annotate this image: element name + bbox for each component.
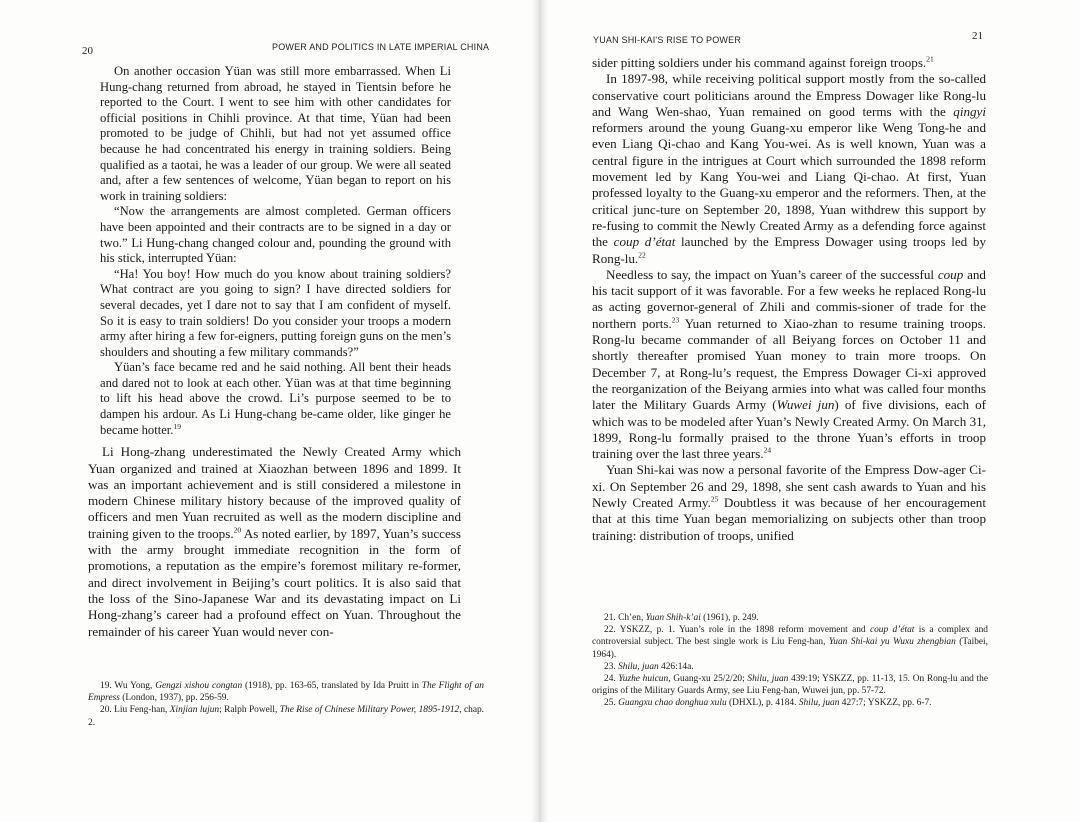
footnote-22: 22. YSKZZ, p. 1. Yuan’s role in the 1898 reform movement and coup d’état is a complex and controversial subject. The best single work is Liu Feng-han, Yuan Shi-kai yu Wuxu zhengbian (Taibei, 1964). (592, 625, 988, 660)
note-ref-25: 25 (710, 494, 719, 504)
footnote-19: 19. Wu Yong, Gengzi xishou congtan (1918), pp. 163-65, translated by Ida Pruitt in The Flight of an Empress (London, 1937), pp. 256-59. (88, 681, 484, 704)
note-ref-20: 20 (233, 525, 242, 535)
page-number-right: 21 (972, 30, 983, 42)
body-paragraph-continued: sider pitting soldiers under his command against foreign troops.$^{21}$ (592, 54, 934, 70)
right-footnotes (592, 612, 988, 710)
body-paragraph-needless: Needless to say, the impact on Yuan’s career of the successful coup and his tacit support of it was favorable. For a few weeks he replaced Rong-lu as acting governor-general of Zhili and commis-sioner of trade for the northern ports.$^{23}$ Yuan returned to Xiao-zhan to resume training troops. Rong-lu became commander of all Beiyang forces on October 11 and shortly thereafter promised Yuan money to train more troops. On December 7, at Rong-lu’s request, the Empress Dowager Ci-xi approved the reorganization of the Beiyang armies into what was called four months later the Military Guards Army (Wuwei jun) of five divisions, each of which was to be modeled after Yuan’s Newly Created Army. On March 31, 1899, Rong-lu formally praised to the throne Yuan’s efforts in troop training over the last three years.$^{24}$ (592, 266, 986, 462)
body-paragraph-favorite: Yuan Shi-kai was now a personal favorite of the Empress Dow-ager Ci-xi. On September 26 and 29, 1898, she sent cash awards to Yuan and his Newly Created Army.$^{25}$ Doubtless it was because of her encouragement that at this time Yuan began memorializing on subjects other than troop training: distribution of troops, unified (592, 462, 986, 543)
body-paragraph-5: Li Hong-zhang underestimated the Newly Created Army which Yuan organized and trained at Xiaozhan between 1896 and 1899. It was an important achievement and is still considered a milestone in modern Chinese military history because of the improved quality of officers and men Yuan recruited as well as the modern discipline and training given to the troops.$^{20}$ As noted earlier, by 1897, Yuan’s success with the army brought immediate recognition in the form of promotions, a reputation as the empire’s foremost military re-former, and direct involvement in Beijing’s court politics. It is also said that the loss of the Sino-Japanese War and its devastating impact on Li Hong-zhang’s career had a profound effect on Yuan. Throughout the remainder of his career Yuan would never con- (88, 444, 461, 639)
term-wuwei-jun: Wuwei jun (776, 397, 835, 413)
right-page (540, 0, 1080, 822)
body-paragraph-1897: In 1897-98, while receiving political support mostly from the so-called conservative court politicians around the Empress Dowager like Rong-lu and Wang Wen-shao, Yuan remained on good terms with the qingyi reformers around the young Guang-xu emperor like Weng Tong-he and even Liang Qi-chao and Kang You-wei. As is well known, Yuan was a central figure in the intrigues at Court which surrounded the 1898 reform movement led by Kang You-wei and Liang Qi-chao. At first, Yuan professed loyalty to the Guang-xu emperor and the reformers. Then, at the critical junc-ture on September 20, 1898, Yuan withdrew this support by re-fusing to commit the Newly Created Army as a defending force against the coup d’état launched by the Empress Dowager using troops led by Rong-lu.$^{22}$ (592, 71, 986, 266)
footnote-21: 21. Ch’en, Yuan Shih-k’ai (1961), p. 249. (604, 613, 759, 623)
term-qingyi: qingyi (953, 103, 986, 119)
term-coup-detat: coup d’état (613, 234, 676, 250)
footnote-20: 20. Liu Feng-han, Xinjian lujun; Ralph Powell, The Rise of Chinese Military Power, 1895-1912, chap. 2. (88, 705, 485, 728)
note-ref-23: 23 (671, 315, 680, 325)
running-head-left: POWER AND POLITICS IN LATE IMPERIAL CHINA (272, 42, 490, 52)
left-body (88, 64, 461, 640)
quote-paragraph-4: Yüan’s face became red and he said nothing. All bent their heads and dared not to look at each other. Yüan was at that time beginning to lift his head above the crowd. Li’s purpose seemed to be to dampen his ardour. As Li Hung-chang be-came older, like ginger he became hotter.$^{19}$ (100, 360, 451, 437)
footnote-24: 24. Yuzhe huicun, Guang-xu 25/2/20; Shilu, juan 439:19; YSKZZ, pp. 11-13, 15. On Rong-lu and the origins of the Military Guards Army, see Liu Feng-han, Wuwei jun, pp. 57-72. (592, 674, 988, 697)
page-number-left: 20 (82, 45, 93, 57)
right-body (592, 55, 986, 544)
quote-paragraph-1: On another occasion Yüan was still more embarrassed. When Li Hung-chang returned from abroad, he stayed in Tientsin before he reported to the Court. I went to see him with other candidates for official positions in Chihli province. At that time, Yüan had been promoted to be judge of Chihli, but had not yet assumed office because he had concentrated his energy in training soldiers. Being qualified as a taotai, he was a leader of our group. We were all seated and, after a few sentences of welcome, Yüan began to report on his work in training soldiers: (100, 64, 451, 203)
footnote-23: 23. Shilu, juan 426:14a. (604, 661, 694, 672)
term-coup: coup (937, 266, 964, 282)
running-head-right: YUAN SHI-KAI'S RISE TO POWER (593, 35, 742, 45)
note-ref-21: 21 (926, 54, 934, 64)
footnote-25: 25. Guangxu chao donghua xulu (DHXL), p. 4184. Shilu, juan 427:7; YSKZZ, pp. 6-7. (604, 698, 932, 709)
note-ref-22: 22 (638, 250, 646, 260)
note-ref-19: 19 (173, 421, 181, 431)
quote-paragraph-2: “Now the arrangements are almost completed. German officers have been appointed and their contracts are to be signed in a day or two.” Li Hung-chang changed colour and, pounding the ground with his stick, interrupted Yüan: (100, 204, 451, 266)
note-ref-24: 24 (763, 445, 772, 455)
quote-paragraph-3: “Ha! You boy! How much do you know about training soldiers? What contract are you going to sign? I have directed soldiers for several decades, yet I dare not to say that I am confident of myself. So it is easy to train soldiers! Do you consider your troops a modern army after hiring a few for-eigners, putting foreign guns on the men’s shoulders and shouting a few military commands?” (100, 266, 451, 359)
left-footnotes (88, 680, 484, 729)
